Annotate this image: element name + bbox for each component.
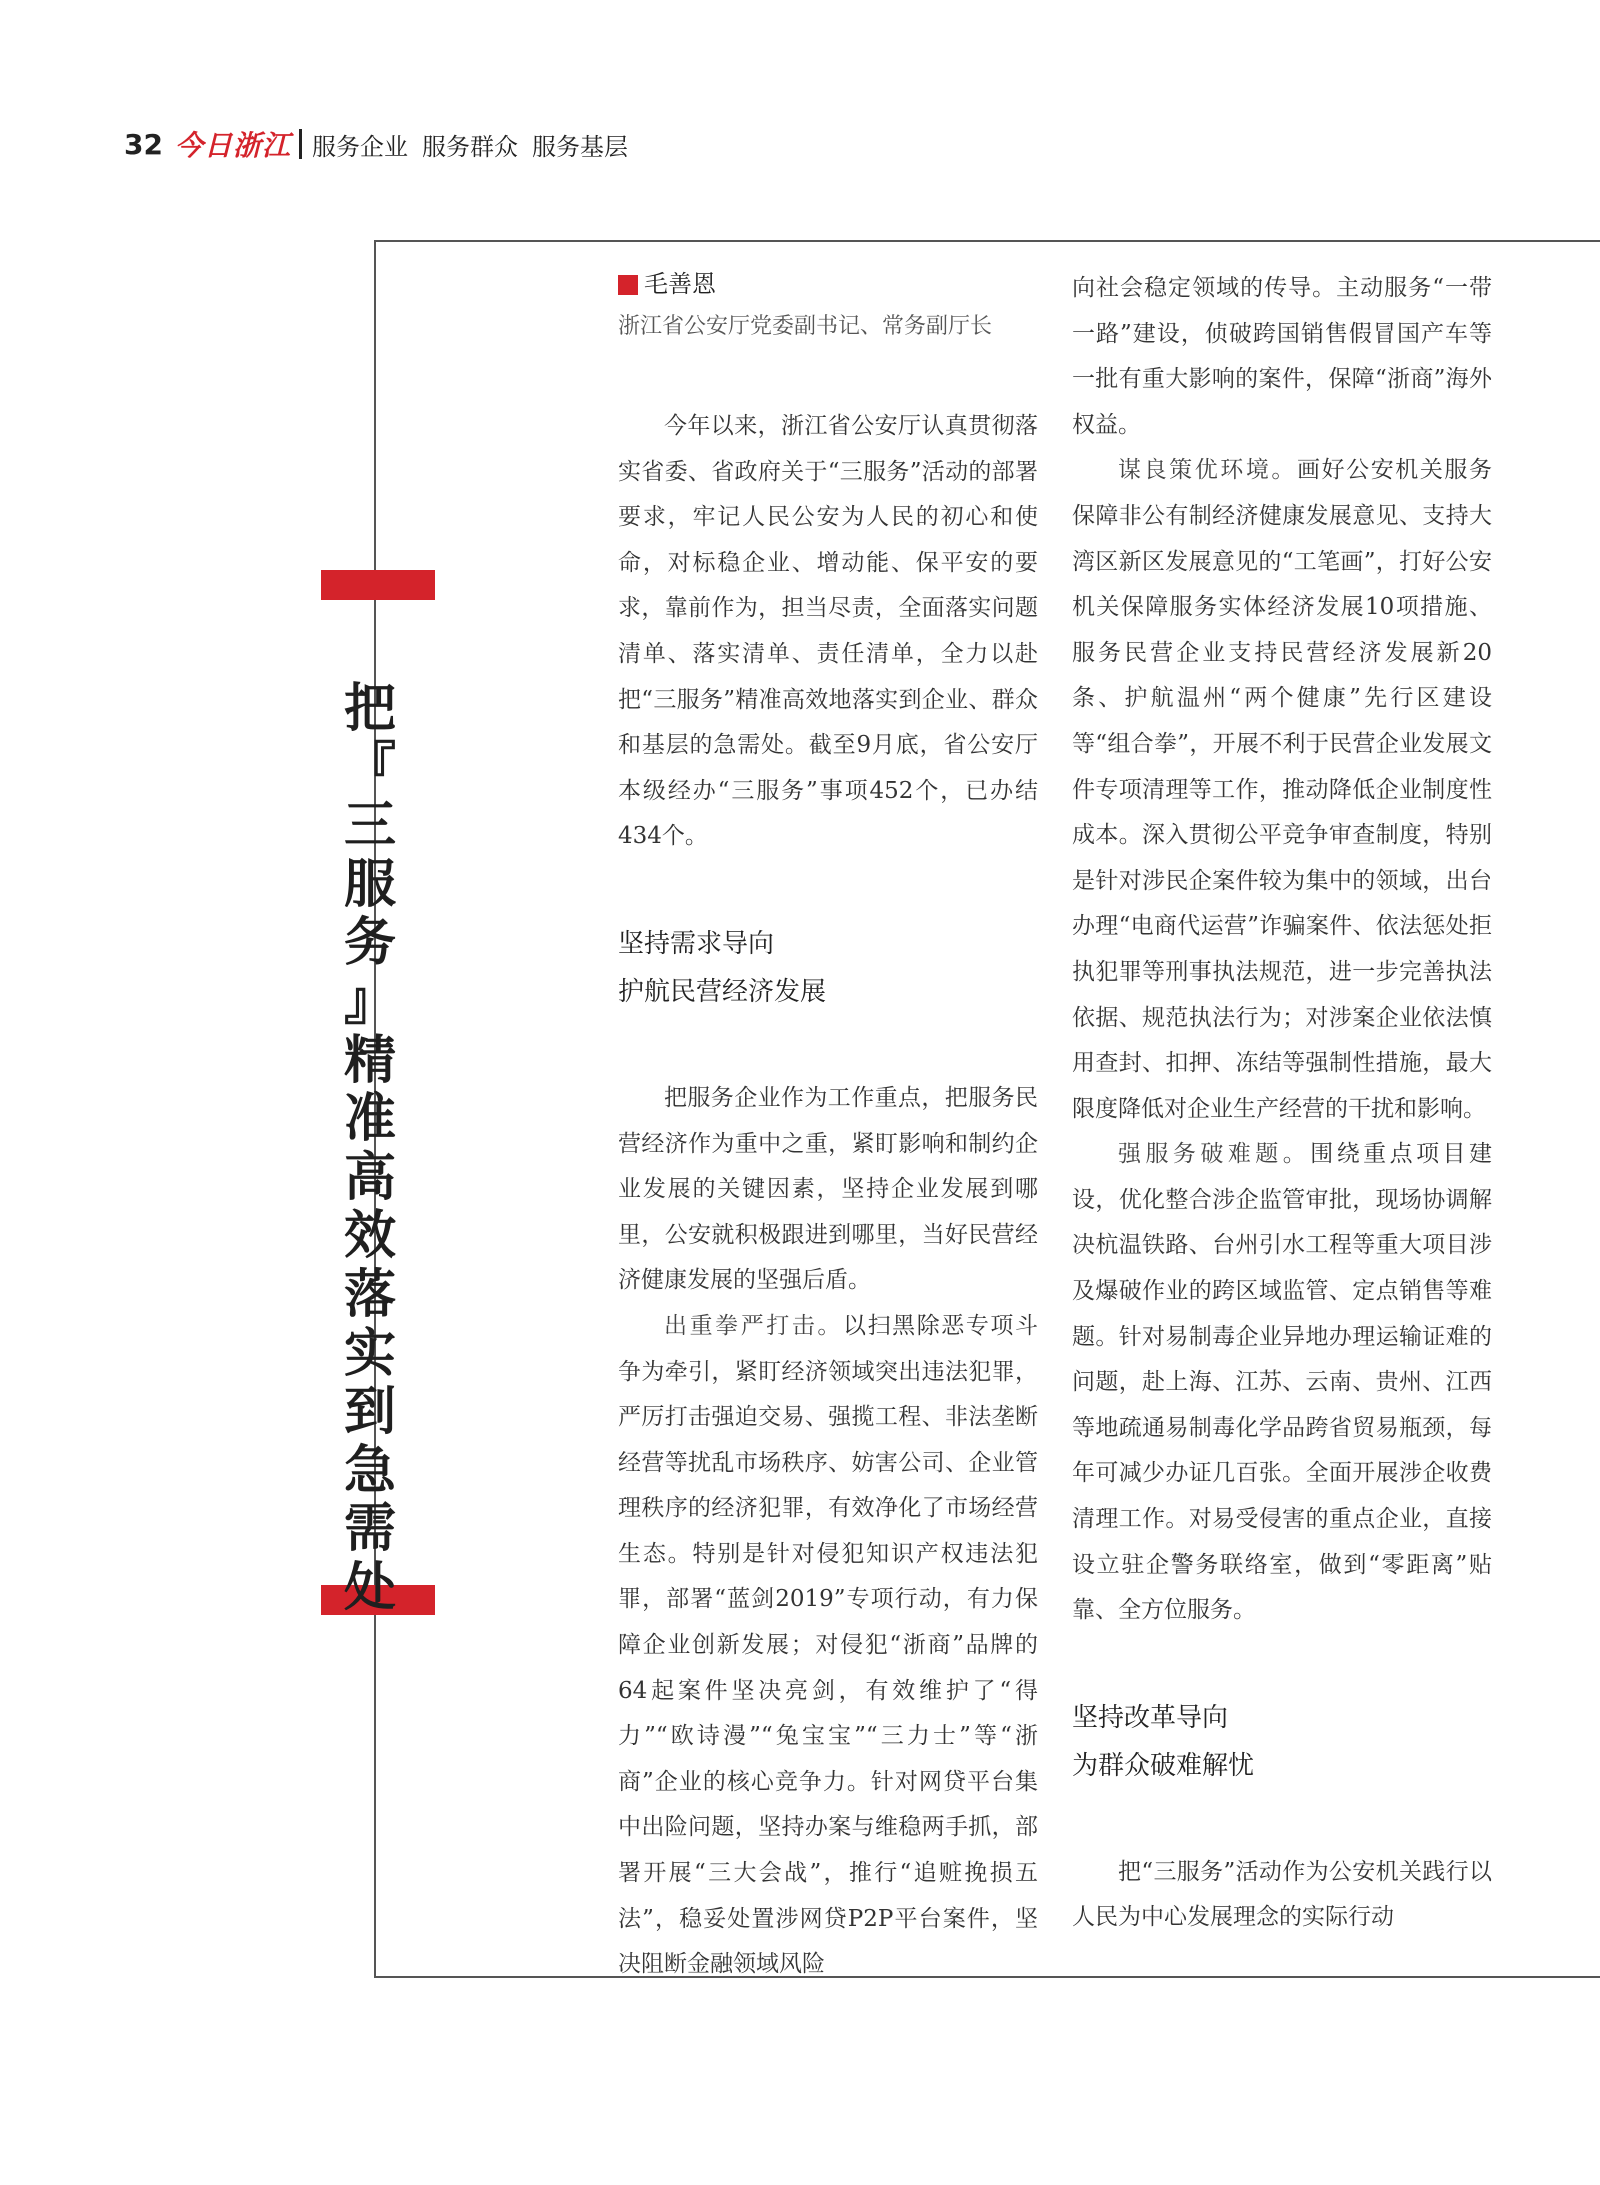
section2-heading-line2: 为群众破难解忧 [1072, 1750, 1255, 1781]
page-number: 32 [124, 127, 163, 161]
header-tag-2: 服务群众 [421, 132, 518, 161]
intro-paragraph: 今年以来，浙江省公安厅认真贯彻落实省委、省政府关于“三服务”活动的部署要求，牢记人民公安为人民的初心和使命，对标稳企业、增动能、保平安的要求，靠前作为，担当尽责，全面落实问题清单、落实清单、责任清单，全力以赴把“三服务”精准高效地落实到企业、群众和基层的急需处。截至9月底，省公安厅本级经办“三服务”事项452个，已办结434个。 [618, 413, 1038, 850]
paragraph-lead: 谋良策优环境。 [1118, 457, 1297, 484]
headline-char: 准 [343, 1089, 396, 1150]
section1-heading-line2: 护航民营经济发展 [618, 976, 827, 1007]
section1-paragraph-3 [1072, 448, 1492, 1132]
section1-heading-line1: 坚持需求导向 [618, 928, 775, 959]
section1-paragraph-4 [1072, 1132, 1492, 1634]
frame-top-line [374, 240, 1600, 242]
headline-char: 到 [343, 1382, 396, 1443]
headline-char: 效 [343, 1206, 396, 1267]
section2-heading-line1: 坚持改革导向 [1072, 1702, 1229, 1733]
header-divider [299, 129, 302, 159]
author-marker-icon [618, 275, 638, 295]
headline-char: 急 [343, 1440, 396, 1501]
header-tag-3: 服务基层 [531, 132, 628, 161]
paragraph-lead: 出重拳严打击。 [664, 1312, 843, 1339]
paragraph-body: 以扫黑除恶专项斗争为牵引，紧盯经济领域突出违法犯罪，严厉打击强迫交易、强揽工程、非法垄断经营等扰乱市场秩序、妨害公司、企业管理秩序的经济犯罪，有效净化了市场经营生态。特别是针对侵犯知识产权违法犯罪，部署“蓝剑2019”专项行动，有力保障企业创新发展；对侵犯“浙商”品牌的64起案件坚决亮剑，有效维护了“得力”“欧诗漫”“兔宝宝”“三力士”等“浙商”企业的核心竞争力。针对网贷平台集中出险问题，坚持办案与维稳两手抓，部署开展“三大会战”，推行“追赃挽损五法”，稳妥处置涉网贷P2P平台案件，坚决阻断金融领域风险 [618, 1312, 1039, 1978]
headline-char: 把 [343, 679, 396, 739]
paragraph-body: 画好公安机关服务保障非公有制经济健康发展意见、支持大湾区新区发展意见的“工笔画”，打好公安机关保障服务实体经济发展10项措施、服务民营企业支持民营经济发展新20条、护航温州“两个健康”先行区建设等“组合拳”，开展不利于民营企业发展文件专项清理等工作，推动降低企业制度性成本。深入贯彻公平竞争审查制度，特别是针对涉民企案件较为集中的领域，出台办理“电商代运营”诈骗案件、依法惩处拒执犯罪等刑事执法规范，进一步完善执法依据、规范执法行为；对涉案企业依法慎用查封、扣押、冻结等强制性措施，最大限度降低对企业生产经营的干扰和影响。 [1072, 457, 1493, 1122]
headline-char: 『 [343, 737, 396, 798]
headline-char: 需 [343, 1499, 396, 1560]
section2-paragraph-1: 把“三服务”活动作为公安机关践行以人民为中心发展理念的实际行动 [1072, 1858, 1492, 1931]
vertical-headline [338, 680, 402, 1618]
accent-bar-top [321, 570, 435, 600]
section1-paragraph-2-continued: 向社会稳定领域的传导。主动服务“一带一路”建设，侦破跨国销售假冒国产车等一批有重大影响的案件，保障“浙商”海外权益。 [1072, 275, 1492, 438]
headline-char: 精 [343, 1030, 396, 1091]
headline-char: 落 [343, 1264, 396, 1325]
headline-char: 高 [343, 1147, 396, 1208]
author-name: 毛善恩 [644, 270, 716, 299]
section1-paragraph-1: 把服务企业作为工作重点，把服务民营经济作为重中之重，紧盯影响和制约企业发展的关键因素，坚持企业发展到哪里，公安就积极跟进到哪里，当好民营经济健康发展的坚强后盾。 [618, 1084, 1038, 1294]
article-column-1 [618, 266, 1038, 1988]
headline-char: 三 [343, 796, 396, 857]
section1-paragraph-2 [618, 1304, 1038, 1988]
magazine-logo: 今日浙江 [174, 129, 291, 162]
paragraph-lead: 强服务破难题。 [1118, 1141, 1311, 1168]
author-title: 浙江省公安厅党委副书记、常务副厅长 [618, 314, 993, 339]
paragraph-body: 围绕重点项目建设，优化整合涉企监管审批，现场协调解决杭温铁路、台州引水工程等重大项目涉及爆破作业的跨区域监管、定点销售等难题。针对易制毒企业异地办理运输证难的问题，赴上海、江苏、云南、贵州、江西等地疏通易制毒化学品跨省贸易瓶颈，每年可减少办证几百张。全面开展涉企收费清理工作。对易受侵害的重点企业，直接设立驻企警务联络室，做到“零距离”贴靠、全方位服务。 [1072, 1141, 1493, 1624]
headline-char: 处 [343, 1557, 396, 1618]
headline-char: 务 [343, 913, 396, 974]
header-tag-1: 服务企业 [311, 132, 408, 161]
page-header [124, 124, 642, 164]
article-column-2 [1072, 266, 1492, 1941]
headline-char: 实 [343, 1323, 396, 1384]
headline-char: 』 [343, 971, 396, 1032]
author-byline [618, 266, 1038, 304]
headline-char: 服 [343, 854, 396, 915]
